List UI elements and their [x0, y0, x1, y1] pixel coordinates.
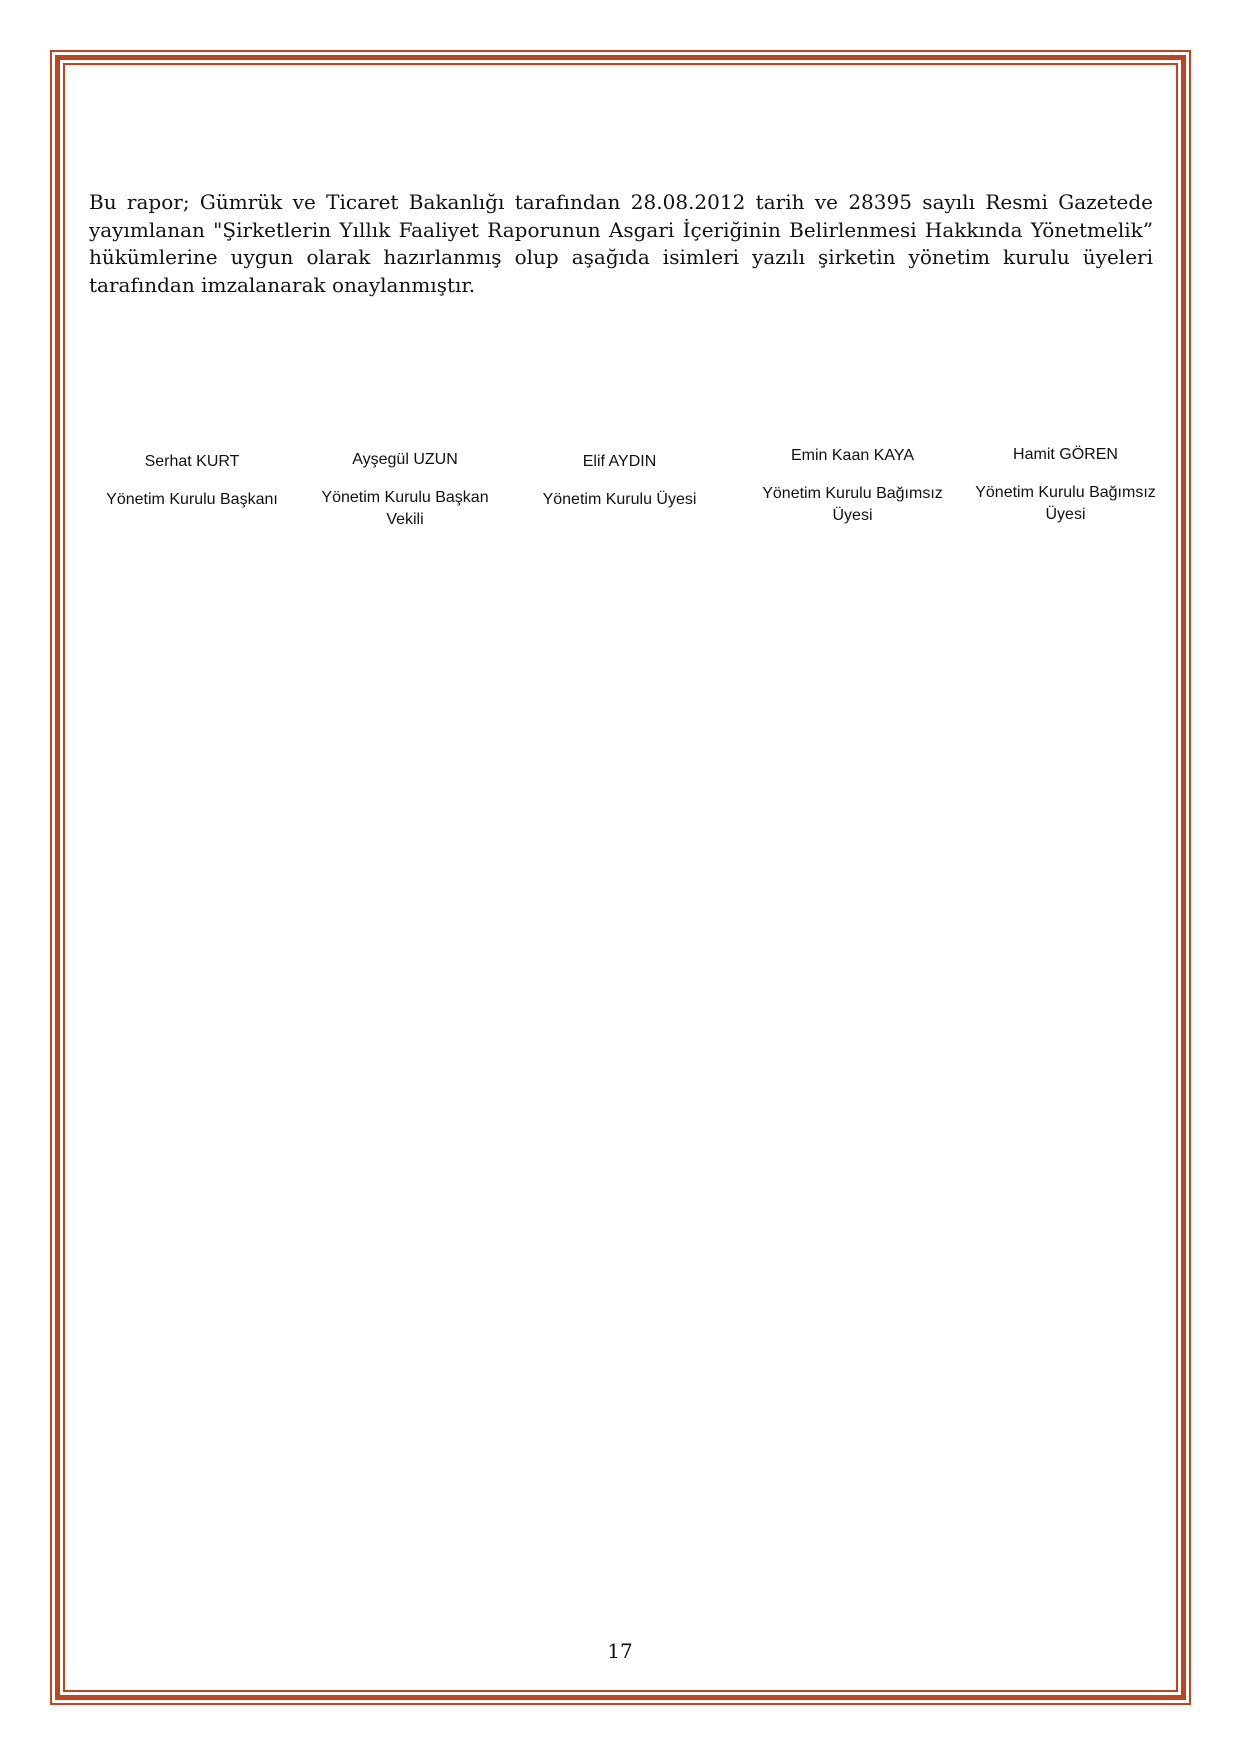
- signatory-name: Hamit GÖREN: [1013, 446, 1118, 463]
- signatory-block: [750, 446, 955, 527]
- signatory-role: Yönetim Kurulu Başkanı: [106, 491, 278, 508]
- signatory-role: Yönetim Kurulu Başkan Vekili: [321, 489, 489, 528]
- signatory-name: Elif AYDIN: [582, 453, 657, 470]
- signatory-block: [305, 450, 505, 531]
- signatory-block: [522, 452, 717, 511]
- page-number: 17: [607, 1639, 633, 1663]
- signatory-name: Emin Kaan KAYA: [790, 447, 915, 464]
- approval-statement: Bu rapor; Gümrük ve Ticaret Bakanlığı tarafından 28.08.2012 tarih ve 28395 sayılı Resmi Gazetede yayımlanan "Şirketlerin Yıllık Faaliyet Raporunun Asgari İçeriğinin Belirlenmesi Hakkında Yönetmelik” hükümlerine uygun olarak hazırlanmış olup aşağıda isimleri yazılı şirketin yönetim kurulu üyeleri tarafından imzalanarak onaylanmıştır.: [89, 190, 1153, 297]
- signatory-role: Yönetim Kurulu Bağımsız Üyesi: [975, 484, 1156, 523]
- signatory-name: Serhat KURT: [144, 453, 240, 470]
- signatory-block: [97, 452, 287, 511]
- signatory-role: Yönetim Kurulu Üyesi: [542, 491, 697, 508]
- signatory-block: [963, 445, 1168, 526]
- signatory-role: Yönetim Kurulu Bağımsız Üyesi: [762, 485, 943, 524]
- page-border-inner: [63, 63, 1178, 1692]
- signatory-name: Ayşegül UZUN: [352, 451, 458, 468]
